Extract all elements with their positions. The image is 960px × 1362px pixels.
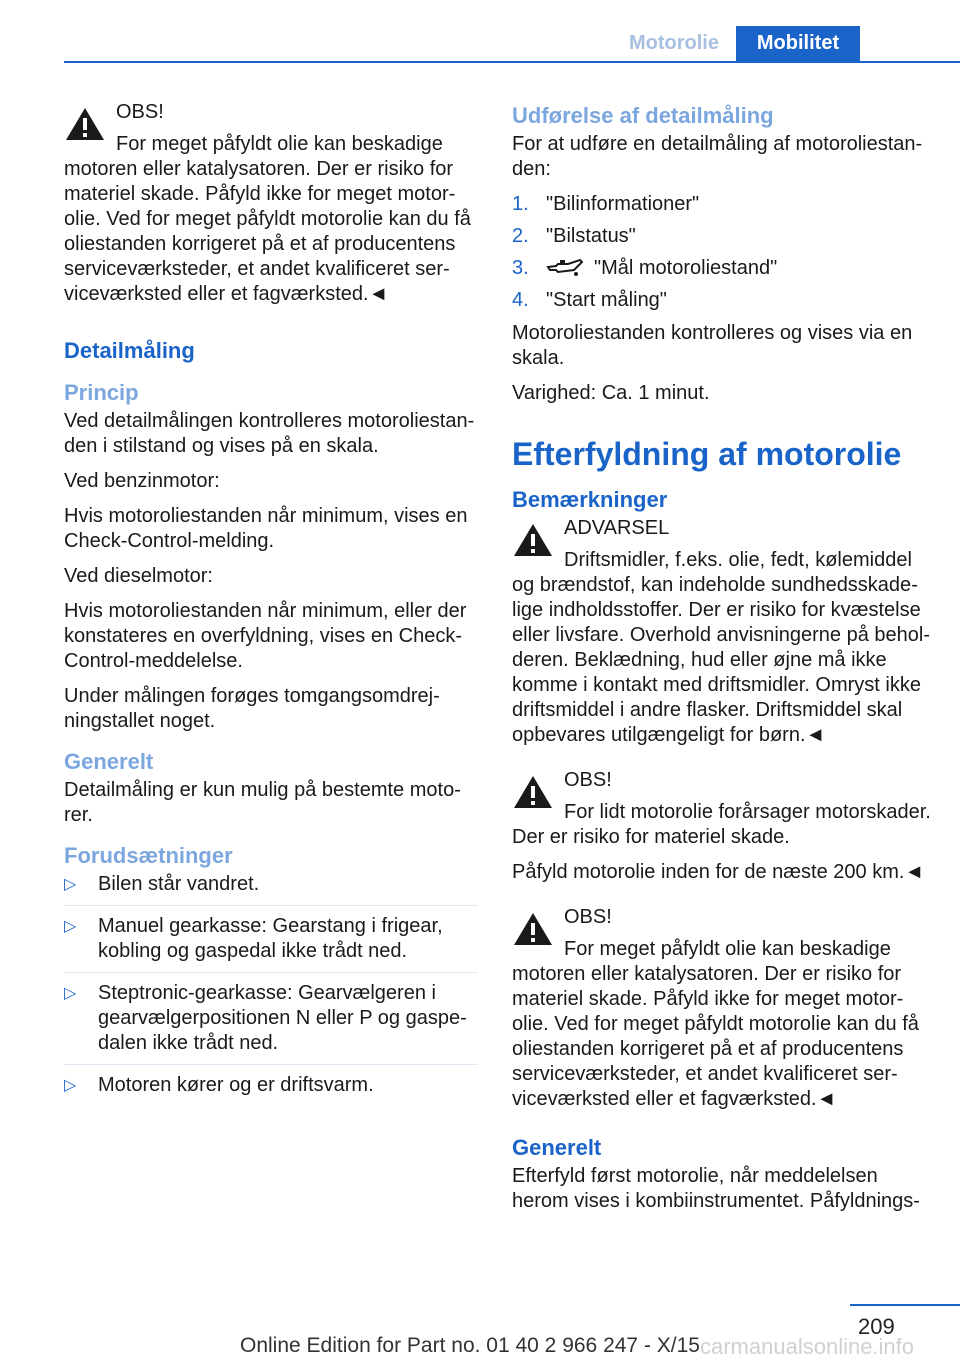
triangle-bullet-icon: ▷ bbox=[64, 985, 77, 1002]
list-item: ▷ Steptronic-gearkasse: Gearvælgeren i gearvælgerpositionen N eller P og gaspedalen ikke trådt ned. bbox=[64, 981, 478, 1065]
triangle-bullet-icon: ▷ bbox=[64, 1077, 77, 1094]
prerequisites-list bbox=[64, 872, 478, 1106]
section-heading-detailmaling: Detailmåling bbox=[64, 338, 195, 363]
edition-footer: Online Edition for Part no. 01 40 2 966 247 - X/15 bbox=[240, 1334, 700, 1357]
steps-list bbox=[512, 192, 932, 313]
warning-text: For lidt motorolie forårsager motorskader. Der er risiko for materiel skade. bbox=[512, 801, 931, 848]
warning-block bbox=[512, 905, 932, 1112]
warning-title: OBS! bbox=[564, 906, 612, 928]
subheading-forudsaetninger: Forudsætninger bbox=[64, 843, 233, 868]
list-item: ▷ Motoren kører og er driftsvarm. bbox=[64, 1074, 374, 1096]
list-item: ▷ Bilen står vandret. bbox=[64, 872, 478, 906]
warning-triangle-icon bbox=[512, 774, 554, 810]
paragraph: Ved dieselmotor: bbox=[64, 565, 213, 587]
section-heading-efterfyldning: Efterfyldning af motorolie bbox=[512, 436, 902, 472]
subheading-bemaerkninger: Bemærkninger bbox=[512, 487, 668, 512]
right-column bbox=[512, 100, 932, 1224]
subheading-generelt: Generelt bbox=[64, 749, 154, 774]
warning-triangle-icon bbox=[512, 522, 554, 558]
warning-block bbox=[64, 100, 478, 307]
warning-text: Påfyld motorolie inden for de næste 200 km.◄ bbox=[512, 861, 925, 883]
subheading-princip: Princip bbox=[64, 380, 139, 405]
paragraph: Ved benzinmotor: bbox=[64, 470, 220, 492]
warning-title: OBS! bbox=[116, 101, 164, 123]
paragraph: Under målingen forøges tomgangsomdrejningstallet noget. bbox=[64, 685, 440, 732]
paragraph: For at udføre en detailmåling af motoroliestanden: bbox=[512, 133, 923, 180]
step-item: 1. "Bilinformationer" bbox=[512, 193, 700, 215]
header-rule bbox=[64, 61, 960, 63]
paragraph: Varighed: Ca. 1 minut. bbox=[512, 382, 710, 404]
paragraph: Motoroliestanden kontrolleres og vises via en skala. bbox=[512, 322, 913, 369]
warning-block bbox=[512, 768, 932, 885]
warning-triangle-icon bbox=[64, 106, 106, 142]
warning-text: For meget påfyldt olie kan beskadige motoren eller katalysatoren. Der er risiko for materiel skade. Påfyld ikke for meget motorolie. Ved for meget påfyldt motorolie kan du få oliestanden korrigeret på et af producentens serviceværksteder, et andet kvalificeret serviceværksted eller et fagværksted.◄ bbox=[64, 133, 471, 305]
paragraph: Hvis motoroliestanden når minimum, eller der konstateres en overfyldning, vises en Check-Control-meddelelse. bbox=[64, 600, 467, 672]
step-item: 2. "Bilstatus" bbox=[512, 225, 636, 247]
paragraph: Hvis motoroliestanden når minimum, vises en Check-Control-melding. bbox=[64, 505, 468, 552]
list-item: ▷ Manuel gearkasse: Gearstang i frigear, kobling og gaspedal ikke trådt ned. bbox=[64, 914, 478, 973]
footer-rule bbox=[850, 1304, 960, 1306]
header-tab-mobilitet[interactable]: Mobilitet bbox=[736, 26, 860, 62]
paragraph: Detailmåling er kun mulig på bestemte motorer. bbox=[64, 779, 461, 826]
warning-title: ADVARSEL bbox=[564, 517, 670, 539]
triangle-bullet-icon: ▷ bbox=[64, 876, 77, 893]
oil-can-icon bbox=[546, 258, 584, 278]
header-tab-motorolie[interactable]: Motorolie bbox=[629, 32, 719, 54]
paragraph: Efterfyld først motorolie, når meddelelsen herom vises i kombiinstrumentet. Påfyldnings- bbox=[512, 1165, 920, 1212]
step-item: 4. "Start måling" bbox=[512, 289, 667, 311]
triangle-bullet-icon: ▷ bbox=[64, 918, 77, 935]
warning-text: Driftsmidler, f.eks. olie, fedt, kølemiddel og brændstof, kan indeholde sundhedsskadelige indholdsstoffer. Der er risiko for kvæstelse eller livsfare. Overhold anvisningerne på beholderen. Beklædning, hud eller øjne må ikke komme i kontakt med driftsmidler. Omryst ikke driftsmiddel i andre flasker. Driftsmiddel skal opbevares utilgængeligt for børn.◄ bbox=[512, 549, 931, 746]
left-column bbox=[64, 100, 478, 1114]
page-number: 209 bbox=[858, 1314, 895, 1339]
subheading-generelt: Generelt bbox=[512, 1135, 602, 1160]
warning-triangle-icon bbox=[512, 911, 554, 947]
warning-text: For meget påfyldt olie kan beskadige motoren eller katalysatoren. Der er risiko for materiel skade. Påfyld ikke for meget motorolie. Ved for meget påfyldt motorolie kan du få oliestanden korrigeret på et af producentens serviceværksteder, et andet kvalificeret serviceværksted eller et fagværksted.◄ bbox=[512, 938, 919, 1110]
step-item: 3. "Mål motoroliestand" bbox=[512, 257, 778, 279]
paragraph: Ved detailmålingen kontrolleres motoroliestanden i stilstand og vises på en skala. bbox=[64, 410, 475, 457]
warning-title: OBS! bbox=[564, 769, 612, 791]
watermark: carmanualsonline.info bbox=[700, 1334, 915, 1359]
warning-block bbox=[512, 516, 932, 748]
subheading-udforelse: Udførelse af detailmåling bbox=[512, 103, 774, 128]
